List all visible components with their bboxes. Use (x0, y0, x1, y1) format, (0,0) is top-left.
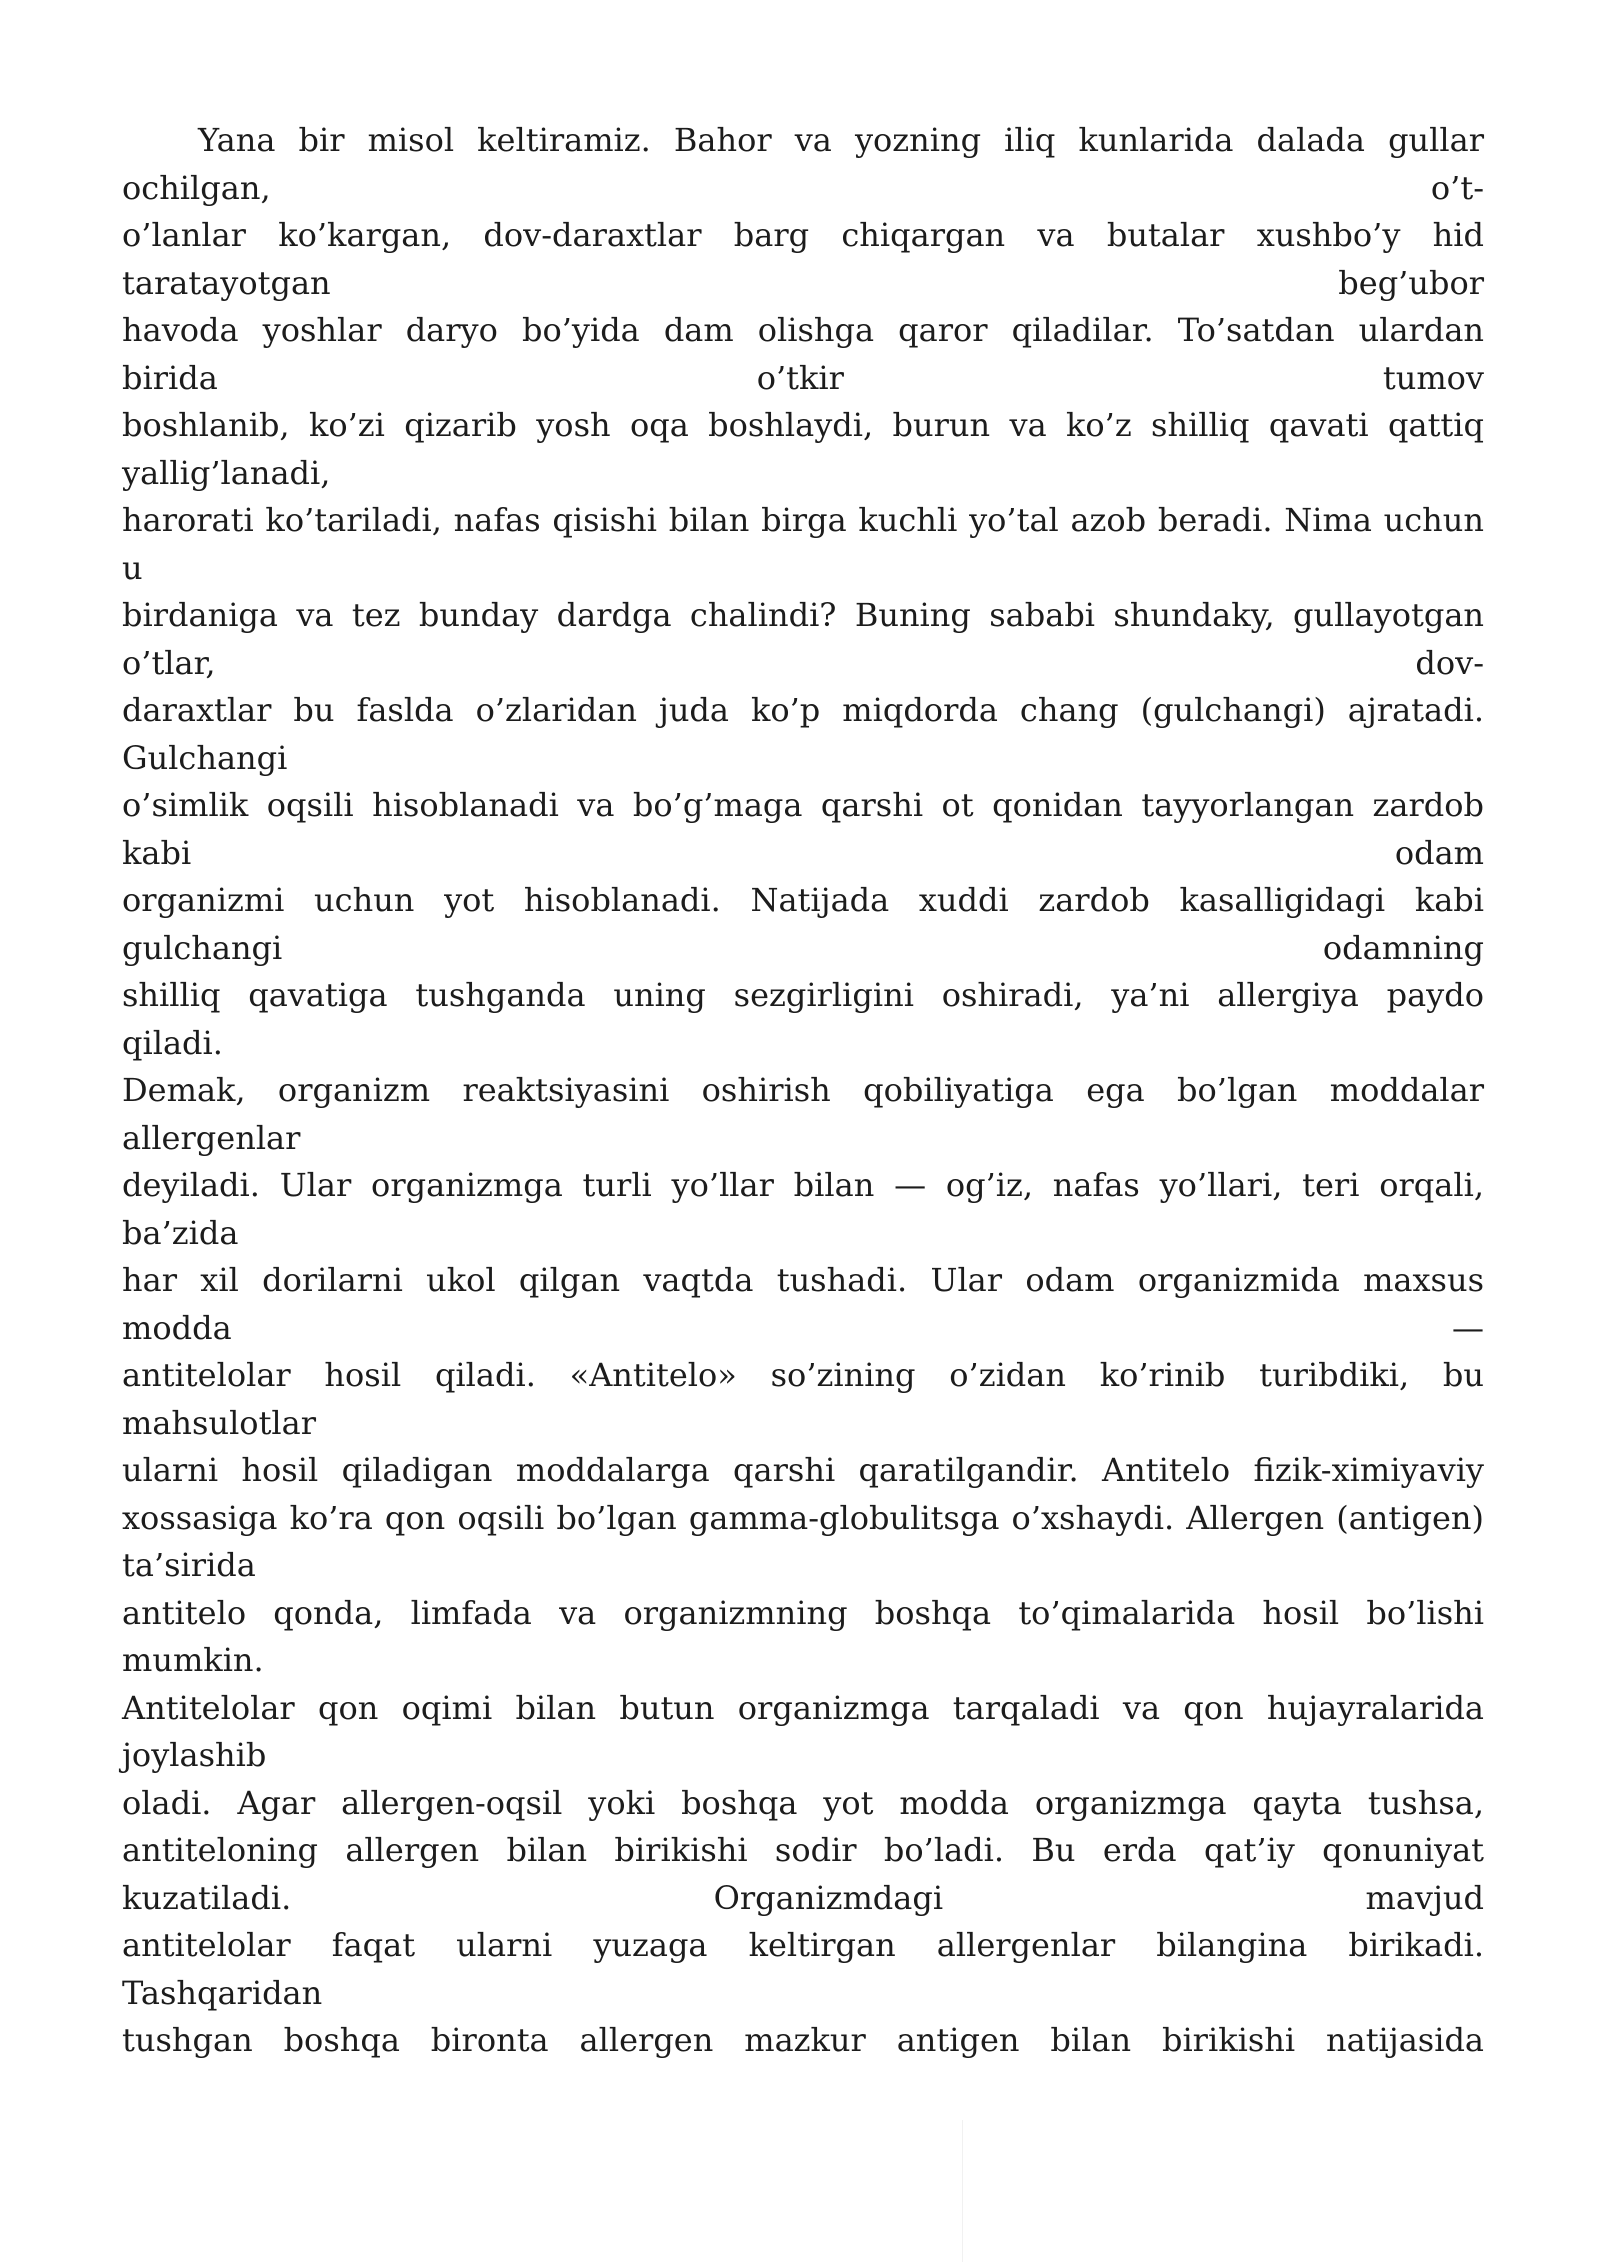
text-line: ochilgan, o’t- (122, 168, 1484, 207)
text-line: kuzatiladi. Organizmdagi mavjud (122, 1878, 1484, 1917)
text-line: u (122, 548, 143, 587)
text-line: mahsulotlar (122, 1403, 317, 1442)
text-line: gulchangi odamning (122, 928, 1484, 967)
text-line: modda — (122, 1308, 1484, 1347)
text-line: shilliq qavatiga tushganda uning sezgirligini oshiradi, ya’ni allergiya paydo (122, 976, 1484, 1014)
text-line: antitelo qonda, limfada va organizmning boshqa to’qimalarida hosil bo’lishi (122, 1593, 1484, 1632)
text-line: havoda yoshlar daryo bo’yida dam olishga qaror qiladilar. To’satdan ulardan (122, 311, 1484, 349)
text-line: xossasiga ko’ra qon oqsili bo’lgan gamma-globulitsga o’xshaydi. Allergen (antigen) (122, 1498, 1484, 1537)
text-line: deyiladi. Ular organizmga turli yo’llar bilan — og’iz, nafas yo’llari, teri orqali, (122, 1166, 1484, 1204)
text-line: boshlanib, ko’zi qizarib yosh oqa boshlaydi, burun va ko’z shilliq qavati qattiq (122, 406, 1484, 444)
text-line: ba’zida (122, 1213, 239, 1252)
text-line: antitelolar faqat ularni yuzaga keltirgan allergenlar bilangina birikadi. (122, 1926, 1484, 1964)
text-line: allergenlar (122, 1118, 301, 1157)
text-line: Tashqaridan (122, 1973, 323, 2012)
text-line: o’lanlar ko’kargan, dov-daraxtlar barg chiqargan va butalar xushbo’y hid (122, 216, 1484, 254)
text-line: antitelolar hosil qiladi. «Antitelo» so’zining o’zidan ko’rinib turibdiki, bu (122, 1356, 1484, 1394)
text-line: Demak, organizm reaktsiyasini oshirish qobiliyatiga ega bo’lgan moddalar (122, 1071, 1484, 1109)
text-line: Gulchangi (122, 738, 288, 777)
text-line: birdaniga va tez bunday dardga chalindi? Buning sababi shundaky, gullayotgan (122, 596, 1484, 634)
text-line: ta’sirida (122, 1546, 256, 1584)
text-line: Antitelolar qon oqimi bilan butun organizmga tarqaladi va qon hujayralarida (122, 1688, 1484, 1727)
text-line: taratayotgan beg’ubor (122, 263, 1484, 302)
text-line: mumkin. (122, 1641, 264, 1679)
text-line: joylashib (122, 1736, 267, 1774)
text-line: o’tlar, dov- (122, 643, 1484, 682)
text-line: oladi. Agar allergen-oqsil yoki boshqa yot modda organizmga qayta tushsa, (122, 1783, 1484, 1822)
body-text (122, 117, 1484, 2065)
text-line: yallig’lanadi, (122, 453, 331, 492)
text-line: Yana bir misol keltiramiz. Bahor va yozning iliq kunlarida dalada gullar (198, 121, 1484, 159)
text-line: ularni hosil qiladigan moddalarga qarshi qaratilgandir. Antitelo fizik-ximiyaviy (122, 1451, 1484, 1489)
text-line: o’simlik oqsili hisoblanadi va bo’g’maga qarshi ot qonidan tayyorlangan zardob (122, 786, 1484, 824)
text-line: kabi odam (122, 833, 1484, 872)
text-line: birida o’tkir tumov (122, 358, 1484, 397)
text-line: daraxtlar bu faslda o’zlaridan juda ko’p miqdorda chang (gulchangi) ajratadi. (122, 691, 1484, 729)
text-line: harorati ko’tariladi, nafas qisishi bilan birga kuchli yo’tal azob beradi. Nima uchun (122, 501, 1484, 539)
text-line: tushgan boshqa bironta allergen mazkur antigen bilan birikishi natijasida (122, 2021, 1484, 2059)
text-line: organizmi uchun yot hisoblanadi. Natijada xuddi zardob kasalligidagi kabi (122, 881, 1484, 919)
text-line: har xil dorilarni ukol qilgan vaqtda tushadi. Ular odam organizmida maxsus (122, 1261, 1484, 1299)
text-line: antiteloning allergen bilan birikishi sodir bo’ladi. Bu erda qat’iy qonuniyat (122, 1831, 1484, 1869)
page-divider (962, 2120, 963, 2262)
text-line: qiladi. (122, 1023, 223, 1062)
